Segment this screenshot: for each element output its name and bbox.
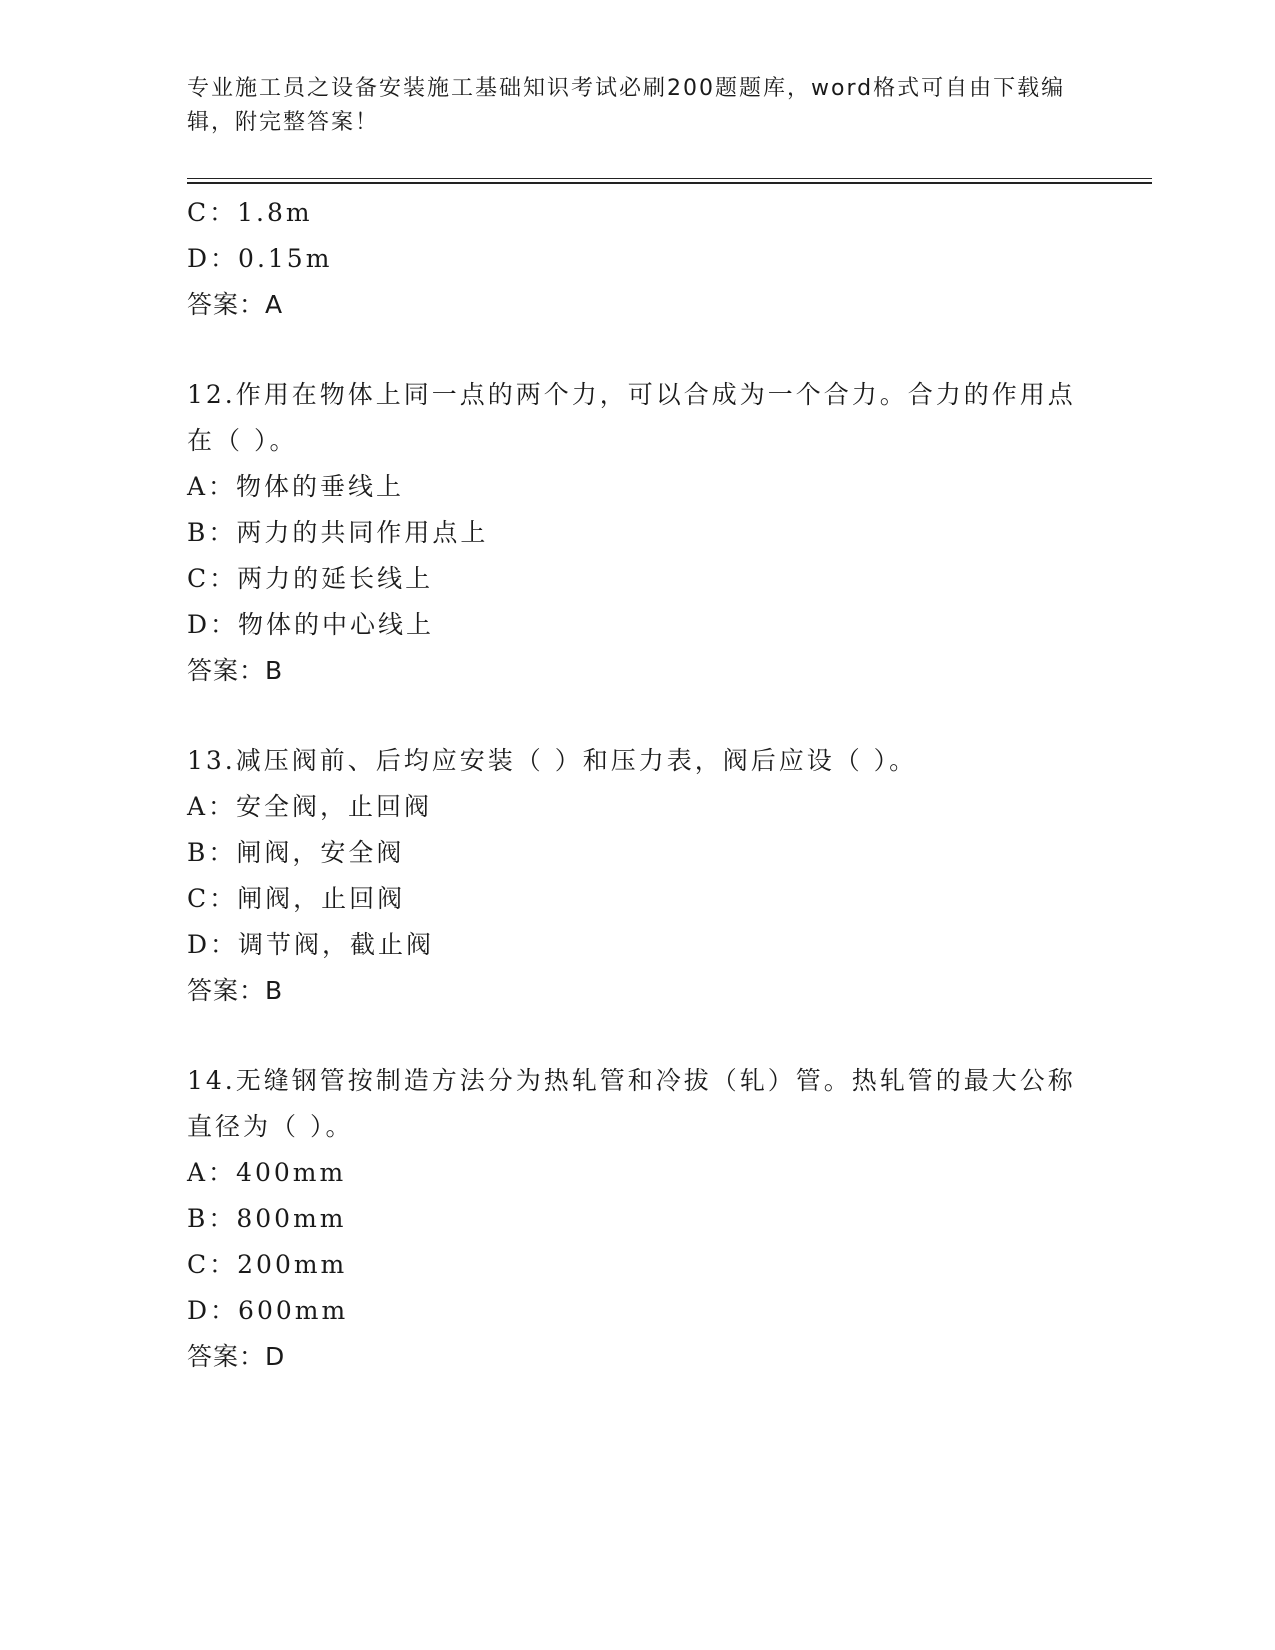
option-d: D：调节阀，截止阀	[187, 930, 435, 959]
question-fragment-11	[187, 190, 1087, 328]
option-c: C：200mm	[187, 1250, 348, 1279]
option-b: B：两力的共同作用点上	[187, 518, 489, 547]
header-divider-thick	[187, 182, 1152, 184]
option-d: D：600mm	[187, 1296, 349, 1325]
spacer	[187, 694, 1087, 738]
header-divider-thin	[187, 178, 1152, 179]
answer-line: 答案：D	[187, 1342, 286, 1371]
answer-line: 答案：B	[187, 976, 284, 1005]
option-a: A：安全阀，止回阀	[187, 792, 433, 821]
answer-line: 答案：B	[187, 656, 284, 685]
question-12	[187, 372, 1087, 694]
question-text: 12.作用在物体上同一点的两个力，可以合成为一个合力。合力的作用点在（ ）。	[187, 380, 1076, 455]
question-13	[187, 738, 1087, 1014]
question-14	[187, 1058, 1087, 1380]
document-content	[187, 190, 1087, 1380]
option-d: D：0.15m	[187, 244, 333, 273]
answer-line: 答案：A	[187, 290, 284, 319]
spacer	[187, 1014, 1087, 1058]
option-c: C：1.8m	[187, 198, 313, 227]
option-d: D：物体的中心线上	[187, 610, 435, 639]
question-text: 14.无缝钢管按制造方法分为热轧管和冷拔（轧）管。热轧管的最大公称直径为（ ）。	[187, 1066, 1076, 1141]
option-a: A：物体的垂线上	[187, 472, 405, 501]
spacer	[187, 328, 1087, 372]
option-c: C：闸阀，止回阀	[187, 884, 406, 913]
option-c: C：两力的延长线上	[187, 564, 434, 593]
document-header: 专业施工员之设备安装施工基础知识考试必刷200题题库，word格式可自由下载编辑，附完整答案！	[187, 76, 1066, 135]
option-b: B：800mm	[187, 1204, 347, 1233]
question-text: 13.减压阀前、后均应安装（ ）和压力表，阀后应设（ ）。	[187, 746, 918, 775]
option-a: A：400mm	[187, 1158, 347, 1187]
option-b: B：闸阀，安全阀	[187, 838, 405, 867]
